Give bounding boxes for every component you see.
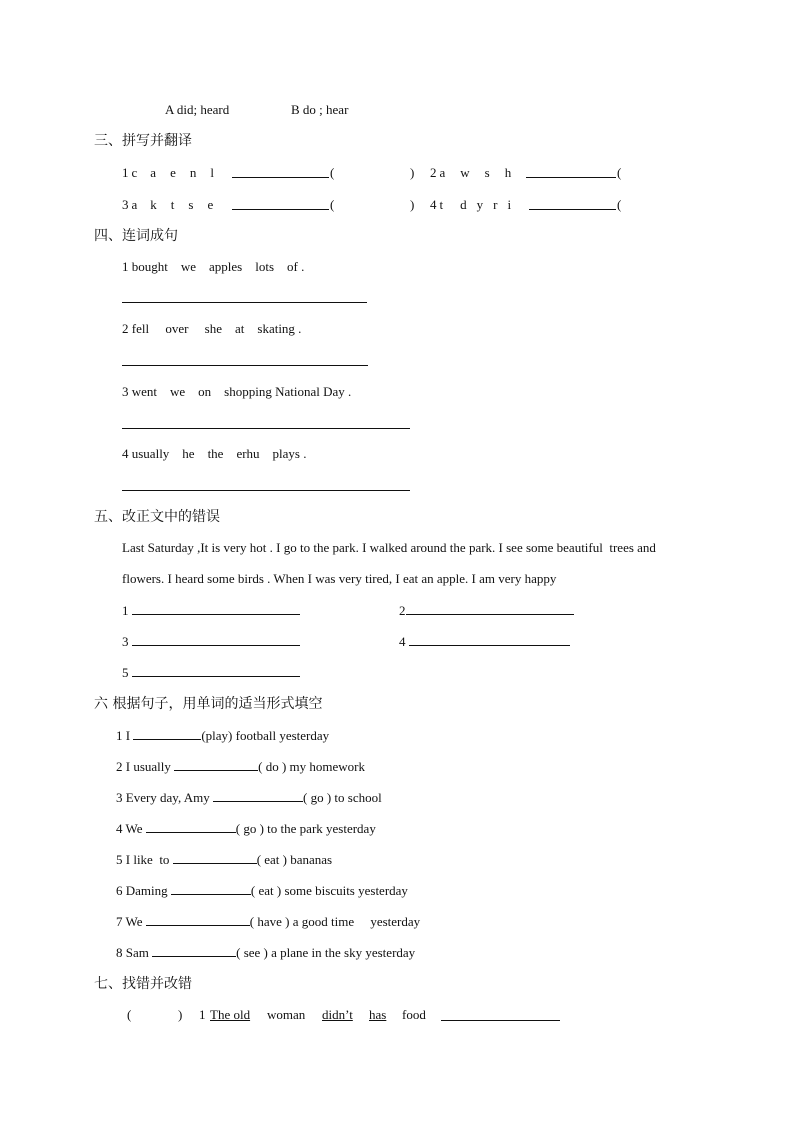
option-a: A did; heard	[165, 102, 230, 117]
fill-item-2: 2 I usually ( do ) my homework	[116, 759, 366, 774]
fill-blank[interactable]	[133, 727, 201, 740]
correction-blank[interactable]	[132, 664, 300, 677]
correction-4: 4	[399, 633, 570, 650]
error-word-2: woman	[267, 1007, 306, 1022]
fill-blank[interactable]	[152, 944, 236, 957]
error-item-num: 1	[199, 1007, 206, 1022]
section-3-heading: 三、拼写并翻译	[94, 133, 192, 149]
fill-item-8: 8 Sam ( see ) a plane in the sky yesterday	[116, 945, 416, 960]
fill-item-7: 7 We ( have ) a good time yesterday	[116, 914, 421, 929]
paren-open: (	[617, 197, 622, 212]
spelling-item-2: 2 a w s h	[430, 165, 512, 180]
fill-item-4: 4 We ( go ) to the park yesterday	[116, 821, 376, 836]
error-word-4: has	[369, 1007, 387, 1022]
fill-blank[interactable]	[146, 913, 250, 926]
correction-blank[interactable]	[409, 633, 570, 646]
correction-3: 3	[122, 633, 300, 650]
answer-line[interactable]	[122, 365, 368, 366]
wordorder-item-3: 3 went we on shopping National Day .	[122, 384, 352, 399]
paren-close: )	[410, 197, 415, 212]
fill-item-5: 5 I like to ( eat ) bananas	[116, 852, 333, 867]
fill-item-1: 1 I (play) football yesterday	[116, 728, 330, 743]
correction-blank[interactable]	[132, 633, 300, 646]
spelling-1-answer-blank[interactable]	[232, 165, 329, 178]
fill-blank[interactable]	[146, 820, 236, 833]
error-word-3: didn’t	[322, 1007, 353, 1022]
spelling-item-3: 3 a k t s e	[122, 197, 214, 212]
spelling-item-4: 4 t d y r i	[430, 197, 512, 212]
spelling-item-1: 1 c a e n l	[122, 165, 214, 180]
section-7-heading: 七、找错并改错	[94, 976, 192, 992]
correction-blank[interactable]	[132, 602, 300, 615]
correction-blank[interactable]	[406, 602, 574, 615]
error-word-1: The old	[210, 1007, 251, 1022]
option-b: B do ; hear	[291, 102, 349, 117]
error-word-5: food	[402, 1007, 426, 1022]
section-6-heading: 六 根据句子，用单词的适当形式填空	[94, 696, 323, 712]
wordorder-item-4: 4 usually he the erhu plays .	[122, 446, 307, 461]
spelling-2-answer-blank[interactable]	[526, 165, 616, 178]
paren-open: (	[330, 197, 335, 212]
correction-1: 1	[122, 602, 300, 619]
correction-2: 2	[399, 602, 574, 619]
paren-open: (	[617, 165, 622, 180]
answer-line[interactable]	[122, 490, 410, 491]
fill-blank[interactable]	[171, 882, 251, 895]
answer-line[interactable]	[122, 302, 367, 303]
paren-close: )	[178, 1007, 183, 1022]
passage-line-1: Last Saturday ,It is very hot . I go to the park. I walked around the park. I see some beautiful trees and	[122, 540, 656, 555]
fill-blank[interactable]	[173, 851, 257, 864]
correction-5: 5	[122, 664, 300, 681]
fill-item-3: 3 Every day, Amy ( go ) to school	[116, 790, 382, 805]
fill-blank[interactable]	[213, 789, 303, 802]
wordorder-item-2: 2 fell over she at skating .	[122, 321, 302, 336]
fill-item-6: 6 Daming ( eat ) some biscuits yesterday	[116, 883, 408, 898]
wordorder-item-1: 1 bought we apples lots of .	[122, 259, 305, 274]
answer-line[interactable]	[122, 428, 410, 429]
spelling-4-answer-blank[interactable]	[529, 197, 616, 210]
paren-close: )	[410, 165, 415, 180]
spelling-3-answer-blank[interactable]	[232, 197, 329, 210]
section-5-heading: 五、改正文中的错误	[94, 509, 220, 525]
paren-open: (	[330, 165, 335, 180]
fill-blank[interactable]	[174, 758, 258, 771]
passage-line-2: flowers. I heard some birds . When I was very tired, I eat an apple. I am very happy	[122, 571, 557, 586]
paren-open: (	[127, 1007, 132, 1022]
section-4-heading: 四、连词成句	[94, 228, 178, 244]
error-answer-blank[interactable]	[441, 1008, 560, 1021]
